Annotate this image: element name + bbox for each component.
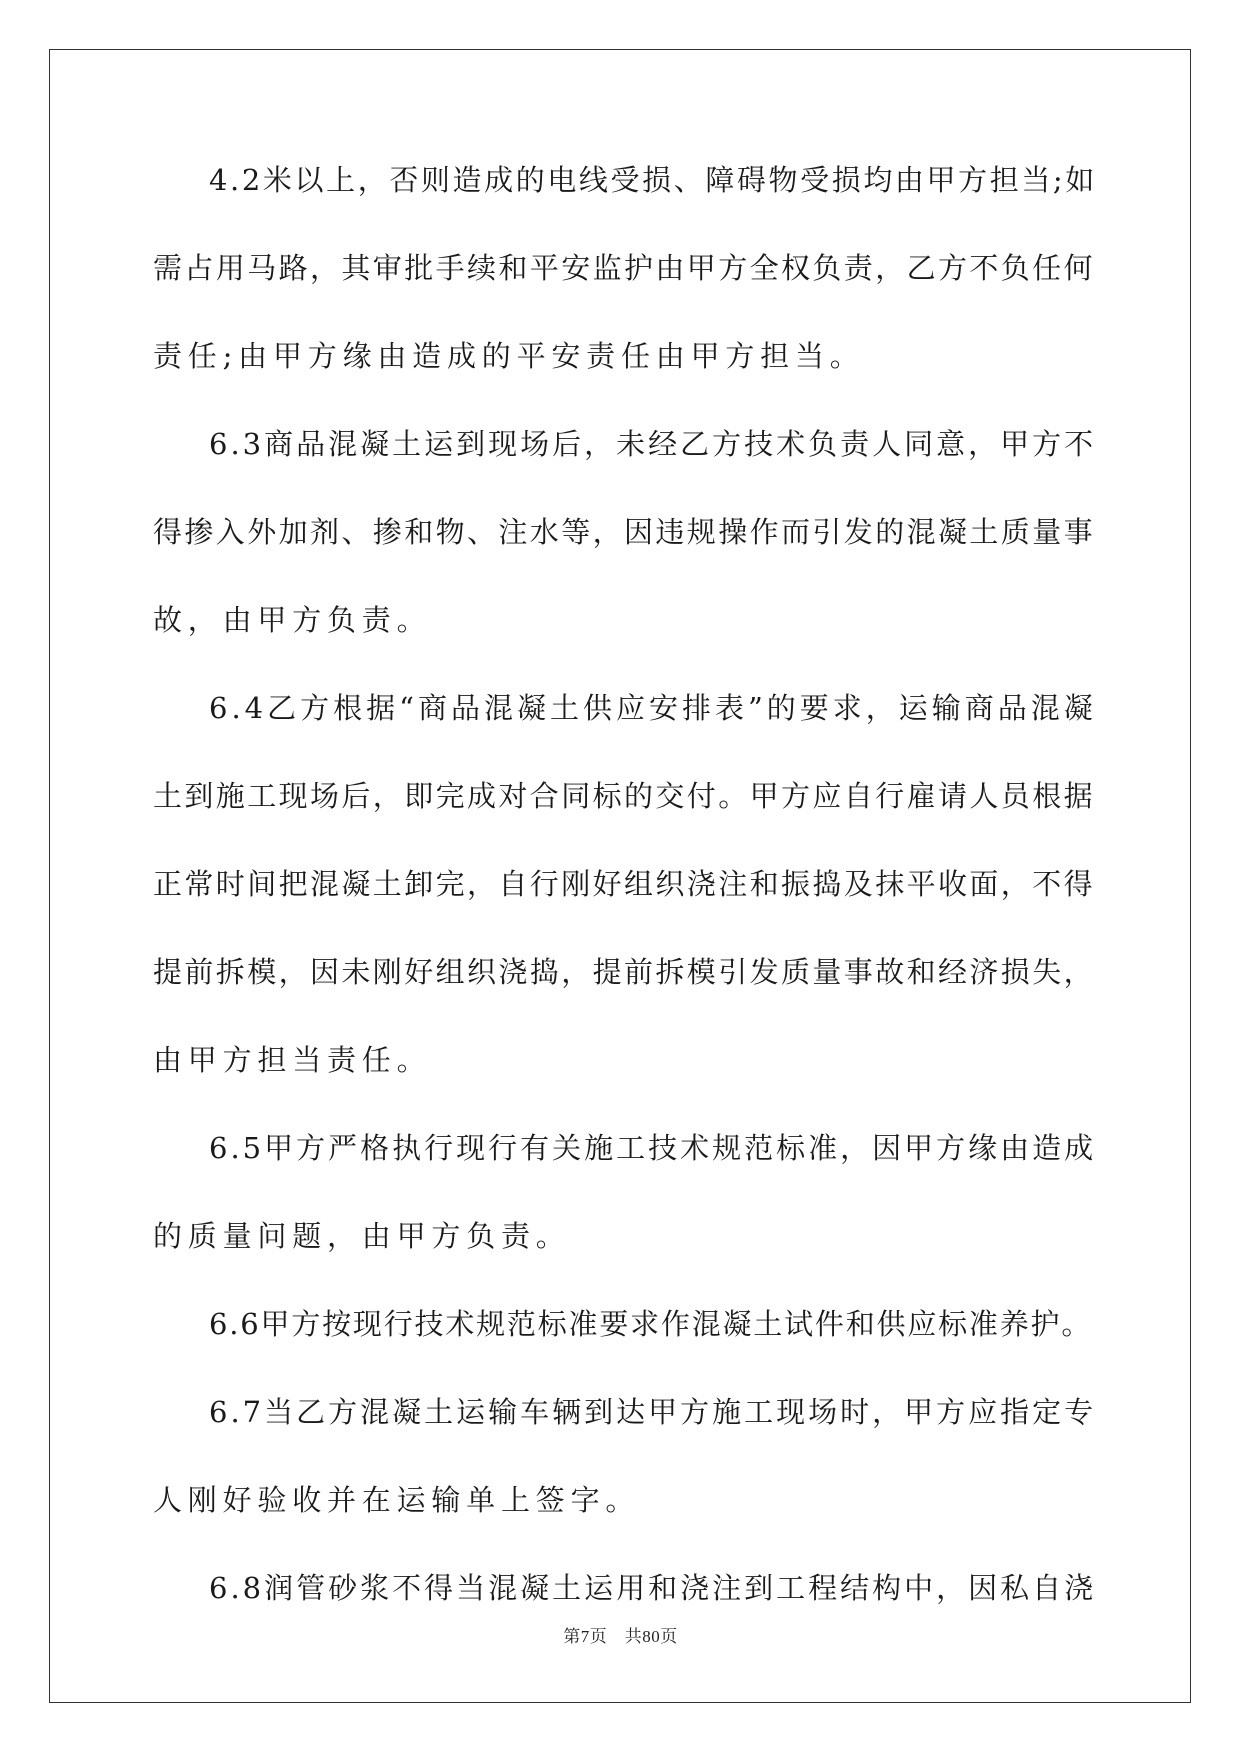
text-line: 6.8润管砂浆不得当混凝土运用和浇注到工程结构中，因私自浇: [209, 1571, 1097, 1605]
page-number: 第7页 共80页: [563, 1627, 678, 1646]
text-line: 故，由甲方负责。: [153, 603, 432, 637]
text-line: 需占用马路，其审批手续和平安监护由甲方全权负责，乙方不负任何: [153, 251, 1096, 285]
text-line: 土到施工现场后，即完成对合同标的交付。甲方应自行雇请人员根据: [153, 779, 1096, 813]
text-line: 得掺入外加剂、掺和物、注水等，因违规操作而引发的混凝土质量事: [153, 515, 1096, 549]
text-line: 6.3商品混凝土运到现场后，未经乙方技术负责人同意，甲方不: [209, 427, 1097, 461]
text-line: 提前拆模，因未刚好组织浇捣，提前拆模引发质量事故和经济损失，: [153, 955, 1096, 989]
text-line: 正常时间把混凝土卸完，自行刚好组织浇注和振捣及抹平收面，不得: [153, 867, 1096, 901]
text-line: 6.4乙方根据“商品混凝土供应安排表”的要求，运输商品混凝: [209, 691, 1097, 725]
document-body: [153, 152, 1097, 1616]
text-line: 人刚好验收并在运输单上签字。: [153, 1483, 641, 1517]
text-line: 6.6甲方按现行技术规范标准要求作混凝土试件和供应标准养护。: [209, 1307, 1093, 1341]
text-line: 的质量问题，由甲方负责。: [153, 1219, 571, 1253]
text-line: 4.2米以上，否则造成的电线受损、障碍物受损均由甲方担当;如: [209, 163, 1097, 197]
text-line: 6.5甲方严格执行现行有关施工技术规范标准，因甲方缘由造成: [209, 1131, 1097, 1165]
text-line: 6.7当乙方混凝土运输车辆到达甲方施工现场时，甲方应指定专: [209, 1395, 1097, 1429]
text-line: 由甲方担当责任。: [153, 1043, 432, 1077]
text-line: 责任;由甲方缘由造成的平安责任由甲方担当。: [153, 339, 865, 373]
